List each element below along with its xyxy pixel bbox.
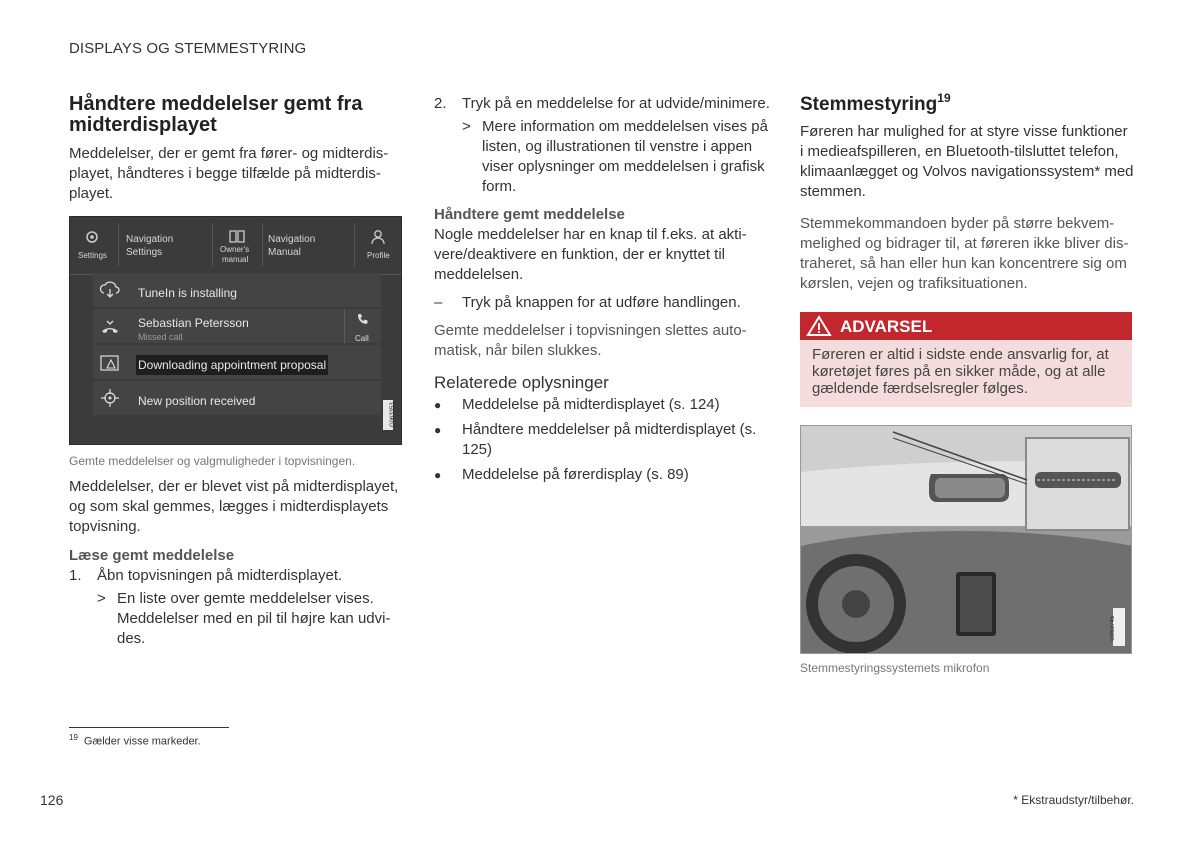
footnote-ref: 19 <box>937 91 951 105</box>
tile-navigation-settings <box>120 217 210 273</box>
related-link[interactable] <box>434 465 770 485</box>
tile-label-line1: Owner's <box>220 245 250 254</box>
warning-icon <box>806 315 832 337</box>
notification-title: Sebastian Petersson <box>138 316 249 330</box>
call-button[interactable] <box>344 309 381 343</box>
image-serial: G053745 <box>1110 616 1116 641</box>
paragraph: Stemmekommandoen byder på større bekvemmelighed og bidrager til, at føreren ikke bliver distraheret, så han eller hun kan koncentrere sig om kørslen, vejen og trafiksituationen. <box>800 215 1129 292</box>
warning-header <box>800 312 1132 340</box>
step-result <box>434 117 770 197</box>
step-item <box>434 94 770 114</box>
figure-caption: Gemte meddelelser og valgmuligheder i topvisningen. <box>69 454 356 468</box>
step-text: Tryk på en meddelelse for at udvide/minimere. <box>462 95 770 112</box>
notification-row <box>93 381 381 415</box>
result-text: Mere information om meddelelsen vises på listen, og illustrationen til venstre i appen viser oplysninger om meddelelsen i grafisk form. <box>482 118 768 195</box>
column-right <box>800 91 1134 676</box>
figure-caption: Stemmestyringssystemets mikrofon <box>800 661 990 675</box>
footnote-rule <box>69 727 229 728</box>
car-interior-photo <box>800 425 1132 654</box>
heading-text: Stemmestyring <box>800 94 938 115</box>
section-heading: Håndtere meddelelser gemt fra midterdisplayet <box>69 93 363 136</box>
intro-paragraph: Meddelelser, der er gemt fra fører- og midterdisplayet, håndteres i begge tilfælde på midterdisplayet. <box>69 145 389 202</box>
tile-navigation-manual <box>264 217 352 273</box>
cloud-download-icon <box>99 279 121 301</box>
paragraph: Nogle meddelelser har en knap til f.eks. at aktivere/deaktivere en funktion, der er knyttet til meddelelsen. <box>434 226 747 283</box>
result-marker: > <box>462 118 471 135</box>
related-link-text: Meddelelse på førerdisplay (s. 89) <box>462 466 689 483</box>
center-display-illustration <box>69 216 402 445</box>
running-header: DISPLAYS OG STEMMESTYRING <box>69 40 307 57</box>
column-middle <box>434 94 770 490</box>
tile-label-line1: Navigation <box>268 234 316 245</box>
related-link-text: Håndtere meddelelser på midterdisplayet (s. 125) <box>462 421 757 458</box>
section-heading <box>800 91 1134 116</box>
divider <box>354 223 355 267</box>
tile-label-line1: Navigation <box>126 234 174 245</box>
tile-label: Settings <box>78 251 107 260</box>
warning-text: Føreren er altid i sidste ende ansvarlig for, at køretøjet føres på en sikker måde, og at alle gældende færdselsregler følges. <box>800 340 1132 407</box>
subheading: Læse gemt meddelelse <box>69 547 235 564</box>
divider <box>262 223 263 267</box>
paragraph: Gemte meddelelser i topvisningen slettes automatisk, når bilen slukkes. <box>434 322 747 359</box>
related-link[interactable] <box>434 395 770 415</box>
call-label: Call <box>355 334 369 343</box>
footnote <box>69 733 201 748</box>
notification-row <box>93 345 381 379</box>
result-marker: > <box>97 590 106 607</box>
footnote-text: Gælder visse markeder. <box>83 735 201 748</box>
divider <box>118 223 119 267</box>
step-result <box>69 589 403 649</box>
related-link-text: Meddelelse på midterdisplayet (s. 124) <box>462 396 720 413</box>
tile-label-line2: Manual <box>268 247 301 258</box>
gear-icon <box>84 229 100 245</box>
notification-row <box>93 273 381 307</box>
notification-text: New position received <box>138 394 256 408</box>
step-number: 1. <box>69 567 82 584</box>
bullet-icon: ● <box>434 423 442 437</box>
car-interior-illustration <box>801 426 1132 654</box>
step-item <box>69 566 403 586</box>
result-text: En liste over gemte meddelelser vises. Meddelelser med en pil til højre kan udvides. <box>117 590 391 647</box>
image-serial: G063353 <box>383 400 393 430</box>
calendar-warning-icon <box>99 351 121 373</box>
bullet-icon: ● <box>434 468 442 482</box>
tile-label-line2: Settings <box>126 247 163 258</box>
step-text: Åbn topvisningen på midterdisplayet. <box>97 567 343 584</box>
bullet-icon: ● <box>434 398 442 412</box>
subheading: Håndtere gemt meddelelse <box>434 206 625 223</box>
person-icon <box>370 229 386 245</box>
tile-settings <box>70 217 116 273</box>
notification-text: TuneIn is installing <box>138 286 237 300</box>
extras-note: * Ekstraudstyr/tilbehør. <box>1013 793 1134 807</box>
map-position-icon <box>99 387 121 409</box>
tile-label-line2: manual <box>222 255 249 264</box>
action-item <box>434 293 770 313</box>
step-number: 2. <box>434 95 447 112</box>
related-heading: Relaterede oplysninger <box>434 373 609 392</box>
page-number: 126 <box>40 792 64 808</box>
tile-profile <box>356 217 401 273</box>
paragraph: Føreren har mulighed for at styre visse funktioner i medieafspilleren, en Bluetooth-tilsluttet telefon, klimaanlægget og Volvos navigationssystem* med stemmen. <box>800 123 1134 200</box>
paragraph: Meddelelser, der er blevet vist på midterdisplayet, og som skal gemmes, lægges i midterdisplayets topvisning. <box>69 478 399 535</box>
book-icon <box>229 229 245 243</box>
related-link[interactable] <box>434 420 770 460</box>
footnote-number: 19 <box>69 733 78 742</box>
missed-call-icon <box>99 315 121 337</box>
divider <box>212 223 213 267</box>
column-left <box>69 94 403 649</box>
warning-title: ADVARSEL <box>840 317 933 336</box>
phone-icon <box>357 313 369 325</box>
tile-owners-manual <box>214 217 260 273</box>
dash-marker: – <box>434 294 443 311</box>
tile-label: Profile <box>367 251 390 260</box>
warning-box <box>800 312 1132 407</box>
notification-text: Downloading appointment proposal <box>136 355 328 375</box>
notification-row <box>93 309 381 343</box>
action-text: Tryk på knappen for at udføre handlingen. <box>462 294 741 311</box>
notification-subtitle: Missed call <box>138 332 183 342</box>
